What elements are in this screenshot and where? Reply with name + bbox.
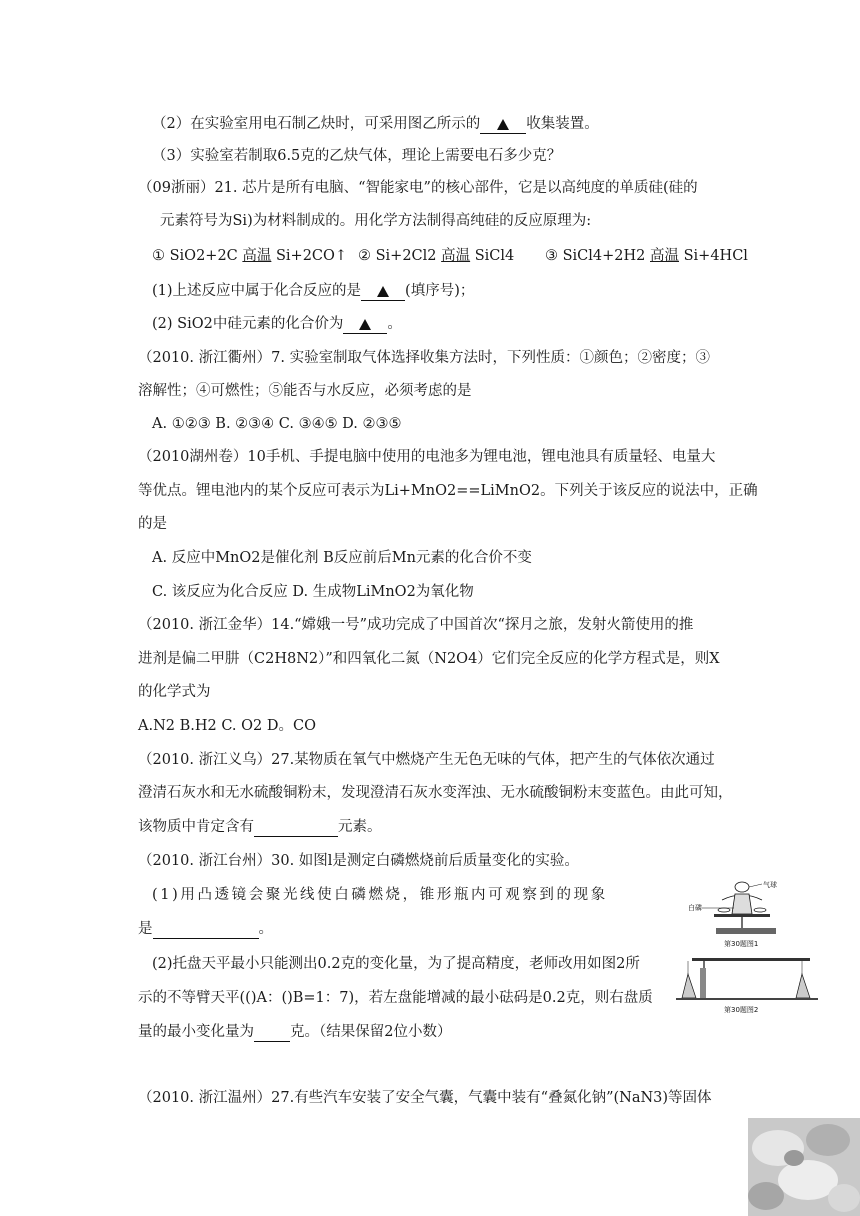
question-taizhou-30: （2010. 浙江台州）30. 如图l是测定白磷燃烧前后质量变化的实验。 (138, 853, 579, 869)
options-quzhou-7: A. ①②③ B. ②③④ C. ③④⑤ D. ②③⑤ (152, 416, 402, 432)
question-3-calc: （3）实验室若制取6.5克的乙炔气体，理论上需要电石多少克？ (152, 148, 562, 164)
question-taizhou-30-2: (2)托盘天平最小只能测出0.2克的变化量，为了提高精度，老师改用如图2所 (152, 956, 640, 972)
right-pan-icon (796, 974, 810, 998)
label-balloon: 气球 (763, 881, 777, 889)
reaction-2: ② Si+2Cl2 高温 SiCl4 (358, 248, 515, 264)
answer-blank (254, 818, 338, 837)
conical-flask-icon (732, 894, 752, 914)
options-huzhou-10-cd: C. 该反应为化合反应 D. 生成物LiMnO2为氧化物 (152, 584, 474, 600)
question-quzhou-7: （2010. 浙江衢州）7. 实验室制取气体选择收集方法时，下列性质：①颜色；②密度；③ (138, 350, 711, 366)
answer-blank (153, 920, 259, 939)
left-pan-flask-icon (682, 974, 696, 998)
balance-base (716, 928, 776, 934)
reaction-3: ③ SiCl4+2H2 高温 Si+4HCl (545, 248, 748, 264)
question-2-collect: （2）在实验室用电石制乙炔时，可采用图乙所示的 收集装置。 (152, 116, 599, 132)
question-taizhou-30-1: (1)用凸透镜会聚光线使白磷燃烧，锥形瓶内可观察到的现象 (152, 887, 608, 903)
balance-experiment-figure (672, 880, 822, 1020)
balance-beam (692, 958, 810, 961)
question-taizhou-30-1-cont: 是 。 (138, 921, 273, 937)
question-lishui-21: （09浙丽）21. 芯片是所有电脑、“智能家电”的核心部件，它是以高纯度的单质硅(硅的 (138, 180, 698, 196)
answer-blank (480, 115, 526, 134)
question-huzhou-10: （2010湖州卷）10手机、手提电脑中使用的电池多为锂电池，锂电池具有质量轻、电量大 (138, 449, 716, 465)
triangle-icon (497, 119, 509, 130)
figure-2-unequal-arm-balance (676, 958, 818, 1014)
decorative-corner-image (748, 1118, 860, 1216)
question-wenzhou-27: （2010. 浙江温州）27.有些汽车安装了安全气囊，气囊中装有“叠氮化钠”(NaN3)等固体 (138, 1090, 712, 1106)
options-huzhou-10-ab: A. 反应中MnO2是催化剂 B反应前后Mn元素的化合价不变 (152, 550, 532, 566)
question-valence: (2) SiO2中硅元素的化合价为 。 (152, 316, 402, 332)
triangle-icon (377, 286, 389, 297)
question-jinhua-14-cont: 进剂是偏二甲肼（C2H8N2）”和四氧化二氮（N2O4）它们完全反应的化学方程式是，则X (138, 651, 720, 667)
triangle-icon (359, 319, 371, 330)
figure-1-balance (688, 880, 777, 948)
question-huzhou-10-cont: 等优点。锂电池内的某个反应可表示为Li+MnO2==LiMnO2。下列关于该反应的说法中，正确 (138, 483, 758, 499)
question-combination: (1)上述反应中属于化合反应的是 (填序号)； (152, 283, 475, 299)
answer-blank (343, 315, 387, 334)
question-yiwu-27-cont2: 该物质中肯定含有 元素。 (138, 819, 382, 835)
question-yiwu-27-cont: 澄清石灰水和无水硫酸铜粉末，发现澄清石灰水变浑浊、无水硫酸铜粉末变蓝色。由此可知， (138, 785, 733, 801)
figure-1-caption: 第30题图1 (724, 940, 759, 948)
condition-high-temp: 高温 (650, 248, 679, 264)
question-yiwu-27: （2010. 浙江义乌）27.某物质在氧气中燃烧产生无色无味的气体，把产生的气体依次通过 (138, 752, 715, 768)
condition-high-temp: 高温 (441, 248, 471, 264)
answer-blank (254, 1023, 290, 1042)
balloon-icon (735, 882, 749, 892)
question-taizhou-30-2-cont2: 量的最小变化量为 克。（结果保留2位小数） (138, 1024, 452, 1040)
answer-blank (361, 282, 405, 301)
label-white-phosphorus: 白磷 (688, 904, 702, 912)
question-taizhou-30-2-cont: 示的不等臂天平(()A：()B=1：7)，若左盘能增减的最小砝码是0.2克，则右盘质 (138, 990, 653, 1006)
question-jinhua-14-cont2: 的化学式为 (138, 684, 211, 700)
question-lishui-21-cont: 元素符号为Si)为材料制成的。用化学方法制得高纯硅的反应原理为: (160, 213, 592, 229)
question-huzhou-10-cont2: 的是 (138, 516, 167, 532)
condition-high-temp: 高温 (242, 248, 272, 264)
question-quzhou-7-cont: 溶解性；④可燃性；⑤能否与水反应，必须考虑的是 (138, 383, 472, 399)
figure-2-caption: 第30题图2 (724, 1006, 759, 1014)
question-jinhua-14: （2010. 浙江金华）14.“嫦娥一号”成功完成了中国首次“探月之旅，发射火箭使用的推 (138, 617, 694, 633)
reaction-1: ① SiO2+2C 高温 Si+2CO↑ (152, 248, 348, 264)
options-jinhua-14: A.N2 B.H2 C. O2 D。CO (138, 718, 316, 734)
